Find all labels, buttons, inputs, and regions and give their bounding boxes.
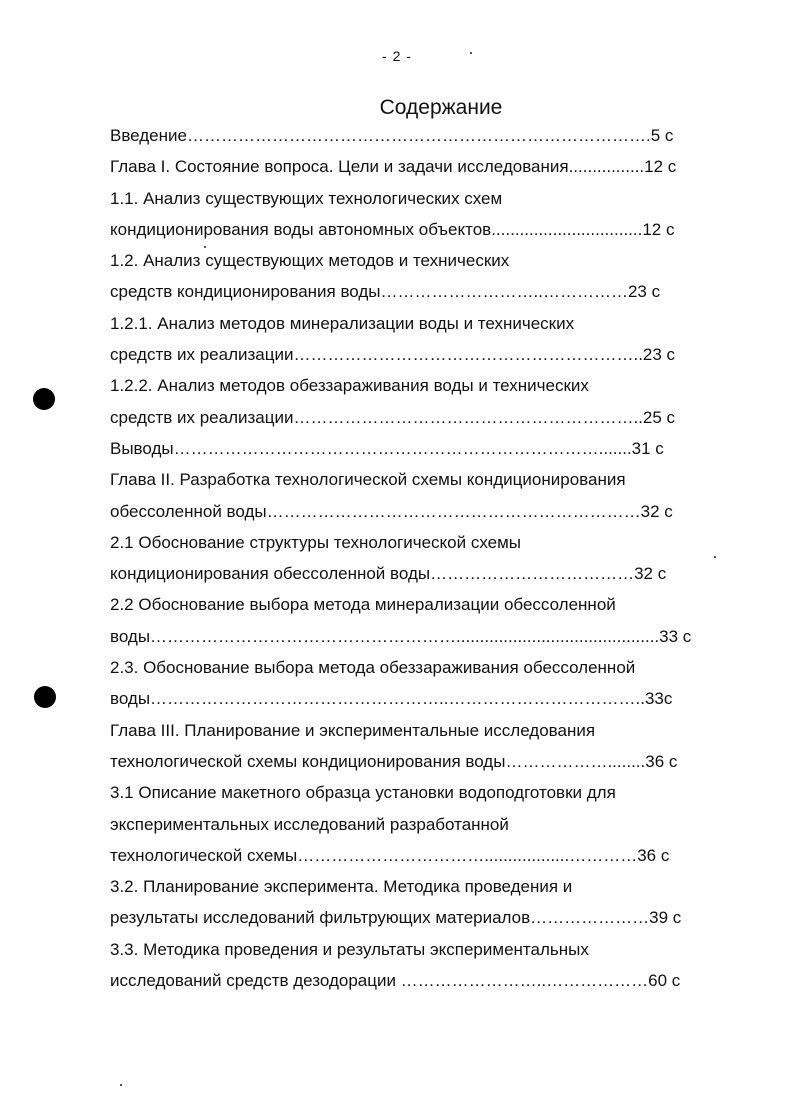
page-number: - 2 - bbox=[382, 48, 412, 64]
scan-speck bbox=[714, 556, 716, 558]
table-of-contents bbox=[110, 120, 750, 996]
toc-line: 2.3. Обоснование выбора метода обеззараживания обессоленной bbox=[110, 658, 636, 678]
toc-line: 1.2.2. Анализ методов обеззараживания воды и технических bbox=[110, 376, 589, 396]
toc-line: средств их реализации……………………………………………………..25 с bbox=[110, 407, 676, 427]
toc-line: средств их реализации……………………………………………………..23 с bbox=[110, 345, 676, 365]
toc-line: кондиционирования воды автономных объектов................................12 с bbox=[110, 219, 675, 239]
scan-speck bbox=[204, 246, 206, 248]
toc-line: 3.2. Планирование эксперимента. Методика проведения и bbox=[110, 877, 573, 897]
punch-hole-mark bbox=[33, 388, 55, 410]
toc-line: Введение……………………………………………………………………….5 с bbox=[110, 126, 674, 145]
scan-speck bbox=[470, 52, 472, 54]
toc-line: Глава III. Планирование и экспериментальные исследования bbox=[110, 720, 596, 740]
toc-line: 3.1 Описание макетного образца установки водоподготовки для bbox=[110, 783, 616, 803]
toc-line: 1.2. Анализ существующих методов и технических bbox=[110, 251, 510, 271]
toc-line: исследований средств дезодорации ……………………..………………60 с bbox=[110, 971, 681, 991]
toc-line: кондиционирования обессоленной воды………………………………32 с bbox=[110, 564, 667, 584]
toc-line: средств кондиционирования воды………………………..……………23 с bbox=[110, 282, 661, 302]
punch-hole-mark bbox=[34, 686, 56, 708]
toc-line: 3.3. Методика проведения и результаты экспериментальных bbox=[110, 939, 589, 959]
toc-line: воды……………………………………………..……………………………..33с bbox=[110, 689, 673, 709]
toc-line: экспериментальных исследований разработанной bbox=[110, 814, 509, 834]
toc-line: 1.2.1. Анализ методов минерализации воды и технических bbox=[110, 313, 575, 333]
toc-line: технологической схемы кондиционирования воды………………........36 с bbox=[110, 751, 678, 771]
toc-line: Глава I. Состояние вопроса. Цели и задачи исследования................12 с bbox=[110, 157, 677, 177]
toc-line: Выводы………………………………………………………………….......31 с bbox=[110, 438, 664, 458]
toc-line: воды………………………………………………...........................................33 с bbox=[110, 626, 692, 646]
toc-line: Глава II. Разработка технологической схемы кондиционирования bbox=[110, 470, 626, 490]
toc-line: обессоленной воды…………………………………………………………32 с bbox=[110, 501, 673, 521]
toc-line: технологической схемы……………………………..................…………36 с bbox=[110, 845, 670, 865]
toc-line: 2.1 Обоснование структуры технологической схемы bbox=[110, 532, 522, 552]
toc-line: 2.2 Обоснование выбора метода минерализации обессоленной bbox=[110, 595, 616, 615]
toc-line: результаты исследований фильтрующих материалов…………………39 с bbox=[110, 908, 682, 928]
page-title: Содержание bbox=[379, 96, 503, 119]
toc-line: 1.1. Анализ существующих технологических схем bbox=[110, 188, 503, 208]
scan-speck bbox=[120, 1084, 122, 1086]
